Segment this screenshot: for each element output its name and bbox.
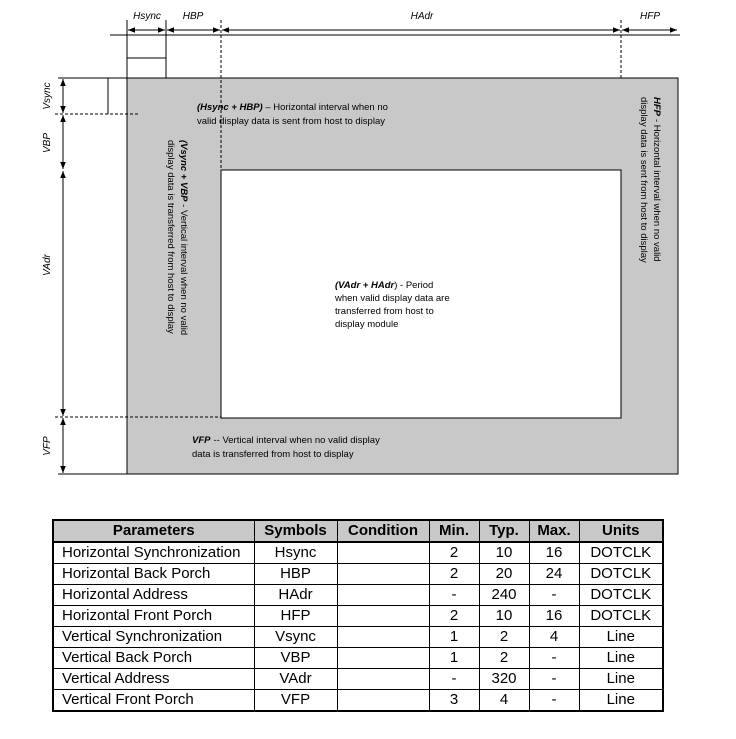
hfp-label: HFP bbox=[640, 11, 660, 22]
cell-parameter: Horizontal Synchronization bbox=[53, 542, 254, 564]
cell-max: - bbox=[529, 648, 579, 669]
hadr-label: HAdr bbox=[410, 11, 434, 22]
cell-typ: 4 bbox=[479, 690, 529, 712]
hsync-hbp-note-line2: valid display data is sent from host to display bbox=[197, 116, 385, 127]
table-row bbox=[53, 542, 663, 564]
active-period-note-line3: transferred from host to bbox=[335, 306, 434, 317]
cell-condition bbox=[337, 669, 429, 690]
table-row bbox=[53, 606, 663, 627]
table-row bbox=[53, 564, 663, 585]
cell-typ: 10 bbox=[479, 606, 529, 627]
vfp-note: VFP -- Vertical interval when no valid display bbox=[192, 435, 380, 446]
cell-condition bbox=[337, 564, 429, 585]
header-parameters: Parameters bbox=[53, 520, 254, 542]
timing-parameters-table bbox=[52, 519, 664, 712]
active-period-note-line4: display module bbox=[335, 319, 399, 330]
cell-typ: 10 bbox=[479, 542, 529, 564]
cell-symbol: Vsync bbox=[254, 627, 337, 648]
svg-text:display data is sent from host: display data is sent from host to display bbox=[638, 97, 649, 263]
cell-parameter: Vertical Front Porch bbox=[53, 690, 254, 712]
cell-units: DOTCLK bbox=[579, 542, 663, 564]
cell-symbol: HBP bbox=[254, 564, 337, 585]
cell-max: 16 bbox=[529, 606, 579, 627]
table-row bbox=[53, 669, 663, 690]
cell-min: 3 bbox=[429, 690, 479, 712]
cell-parameter: Horizontal Back Porch bbox=[53, 564, 254, 585]
cell-units: DOTCLK bbox=[579, 606, 663, 627]
cell-parameter: Horizontal Front Porch bbox=[53, 606, 254, 627]
cell-max: - bbox=[529, 669, 579, 690]
svg-text:HFP- Horizontal interval when: HFP- Horizontal interval when no valid bbox=[651, 97, 662, 262]
cell-max: - bbox=[529, 690, 579, 712]
table-header-row bbox=[53, 520, 663, 542]
cell-symbol: HAdr bbox=[254, 585, 337, 606]
cell-max: 4 bbox=[529, 627, 579, 648]
active-period-note-line2: when valid display data are bbox=[335, 293, 450, 304]
header-condition: Condition bbox=[337, 520, 429, 542]
vadr-label: VAdr bbox=[42, 254, 53, 276]
cell-parameter: Vertical Synchronization bbox=[53, 627, 254, 648]
cell-max: 16 bbox=[529, 542, 579, 564]
table-row bbox=[53, 627, 663, 648]
svg-text:display data is transferred fr: display data is transferred from host to display bbox=[165, 140, 176, 334]
cell-min: 2 bbox=[429, 542, 479, 564]
cell-typ: 20 bbox=[479, 564, 529, 585]
cell-max: 24 bbox=[529, 564, 579, 585]
cell-condition bbox=[337, 648, 429, 669]
cell-units: Line bbox=[579, 627, 663, 648]
table-row bbox=[53, 648, 663, 669]
vbp-label: VBP bbox=[42, 132, 53, 154]
cell-min: 2 bbox=[429, 564, 479, 585]
table-row bbox=[53, 690, 663, 712]
cell-typ: 240 bbox=[479, 585, 529, 606]
header-typ: Typ. bbox=[479, 520, 529, 542]
cell-symbol: VAdr bbox=[254, 669, 337, 690]
hbp-label: HBP bbox=[182, 11, 204, 22]
table-row bbox=[53, 585, 663, 606]
header-max: Max. bbox=[529, 520, 579, 542]
cell-units: DOTCLK bbox=[579, 564, 663, 585]
cell-condition bbox=[337, 542, 429, 564]
svg-text:(Vsync + VBP - Vertical interv: (Vsync + VBP - Vertical interval when no valid bbox=[178, 140, 189, 336]
vsync-label: Vsync bbox=[42, 82, 53, 110]
cell-typ: 2 bbox=[479, 648, 529, 669]
header-min: Min. bbox=[429, 520, 479, 542]
cell-units: Line bbox=[579, 690, 663, 712]
cell-condition bbox=[337, 690, 429, 712]
cell-typ: 2 bbox=[479, 627, 529, 648]
vfp-note-line2: data is transferred from host to display bbox=[192, 449, 354, 460]
header-units: Units bbox=[579, 520, 663, 542]
cell-min: 1 bbox=[429, 627, 479, 648]
header-symbols: Symbols bbox=[254, 520, 337, 542]
vfp-label: VFP bbox=[42, 436, 53, 456]
cell-condition bbox=[337, 606, 429, 627]
cell-typ: 320 bbox=[479, 669, 529, 690]
cell-min: 1 bbox=[429, 648, 479, 669]
cell-symbol: VBP bbox=[254, 648, 337, 669]
cell-units: DOTCLK bbox=[579, 585, 663, 606]
cell-condition bbox=[337, 585, 429, 606]
cell-units: Line bbox=[579, 648, 663, 669]
hsync-hbp-note: (Hsync + HBP) – Horizontal interval when no bbox=[197, 102, 388, 113]
cell-condition bbox=[337, 627, 429, 648]
cell-parameter: Vertical Back Porch bbox=[53, 648, 254, 669]
cell-min: - bbox=[429, 669, 479, 690]
cell-symbol: VFP bbox=[254, 690, 337, 712]
active-period-note: (VAdr + HAdr) - Period bbox=[335, 280, 434, 291]
cell-min: 2 bbox=[429, 606, 479, 627]
cell-parameter: Horizontal Address bbox=[53, 585, 254, 606]
cell-symbol: HFP bbox=[254, 606, 337, 627]
cell-parameter: Vertical Address bbox=[53, 669, 254, 690]
cell-min: - bbox=[429, 585, 479, 606]
cell-units: Line bbox=[579, 669, 663, 690]
hsync-label: Hsync bbox=[133, 11, 161, 22]
cell-symbol: Hsync bbox=[254, 542, 337, 564]
cell-max: - bbox=[529, 585, 579, 606]
